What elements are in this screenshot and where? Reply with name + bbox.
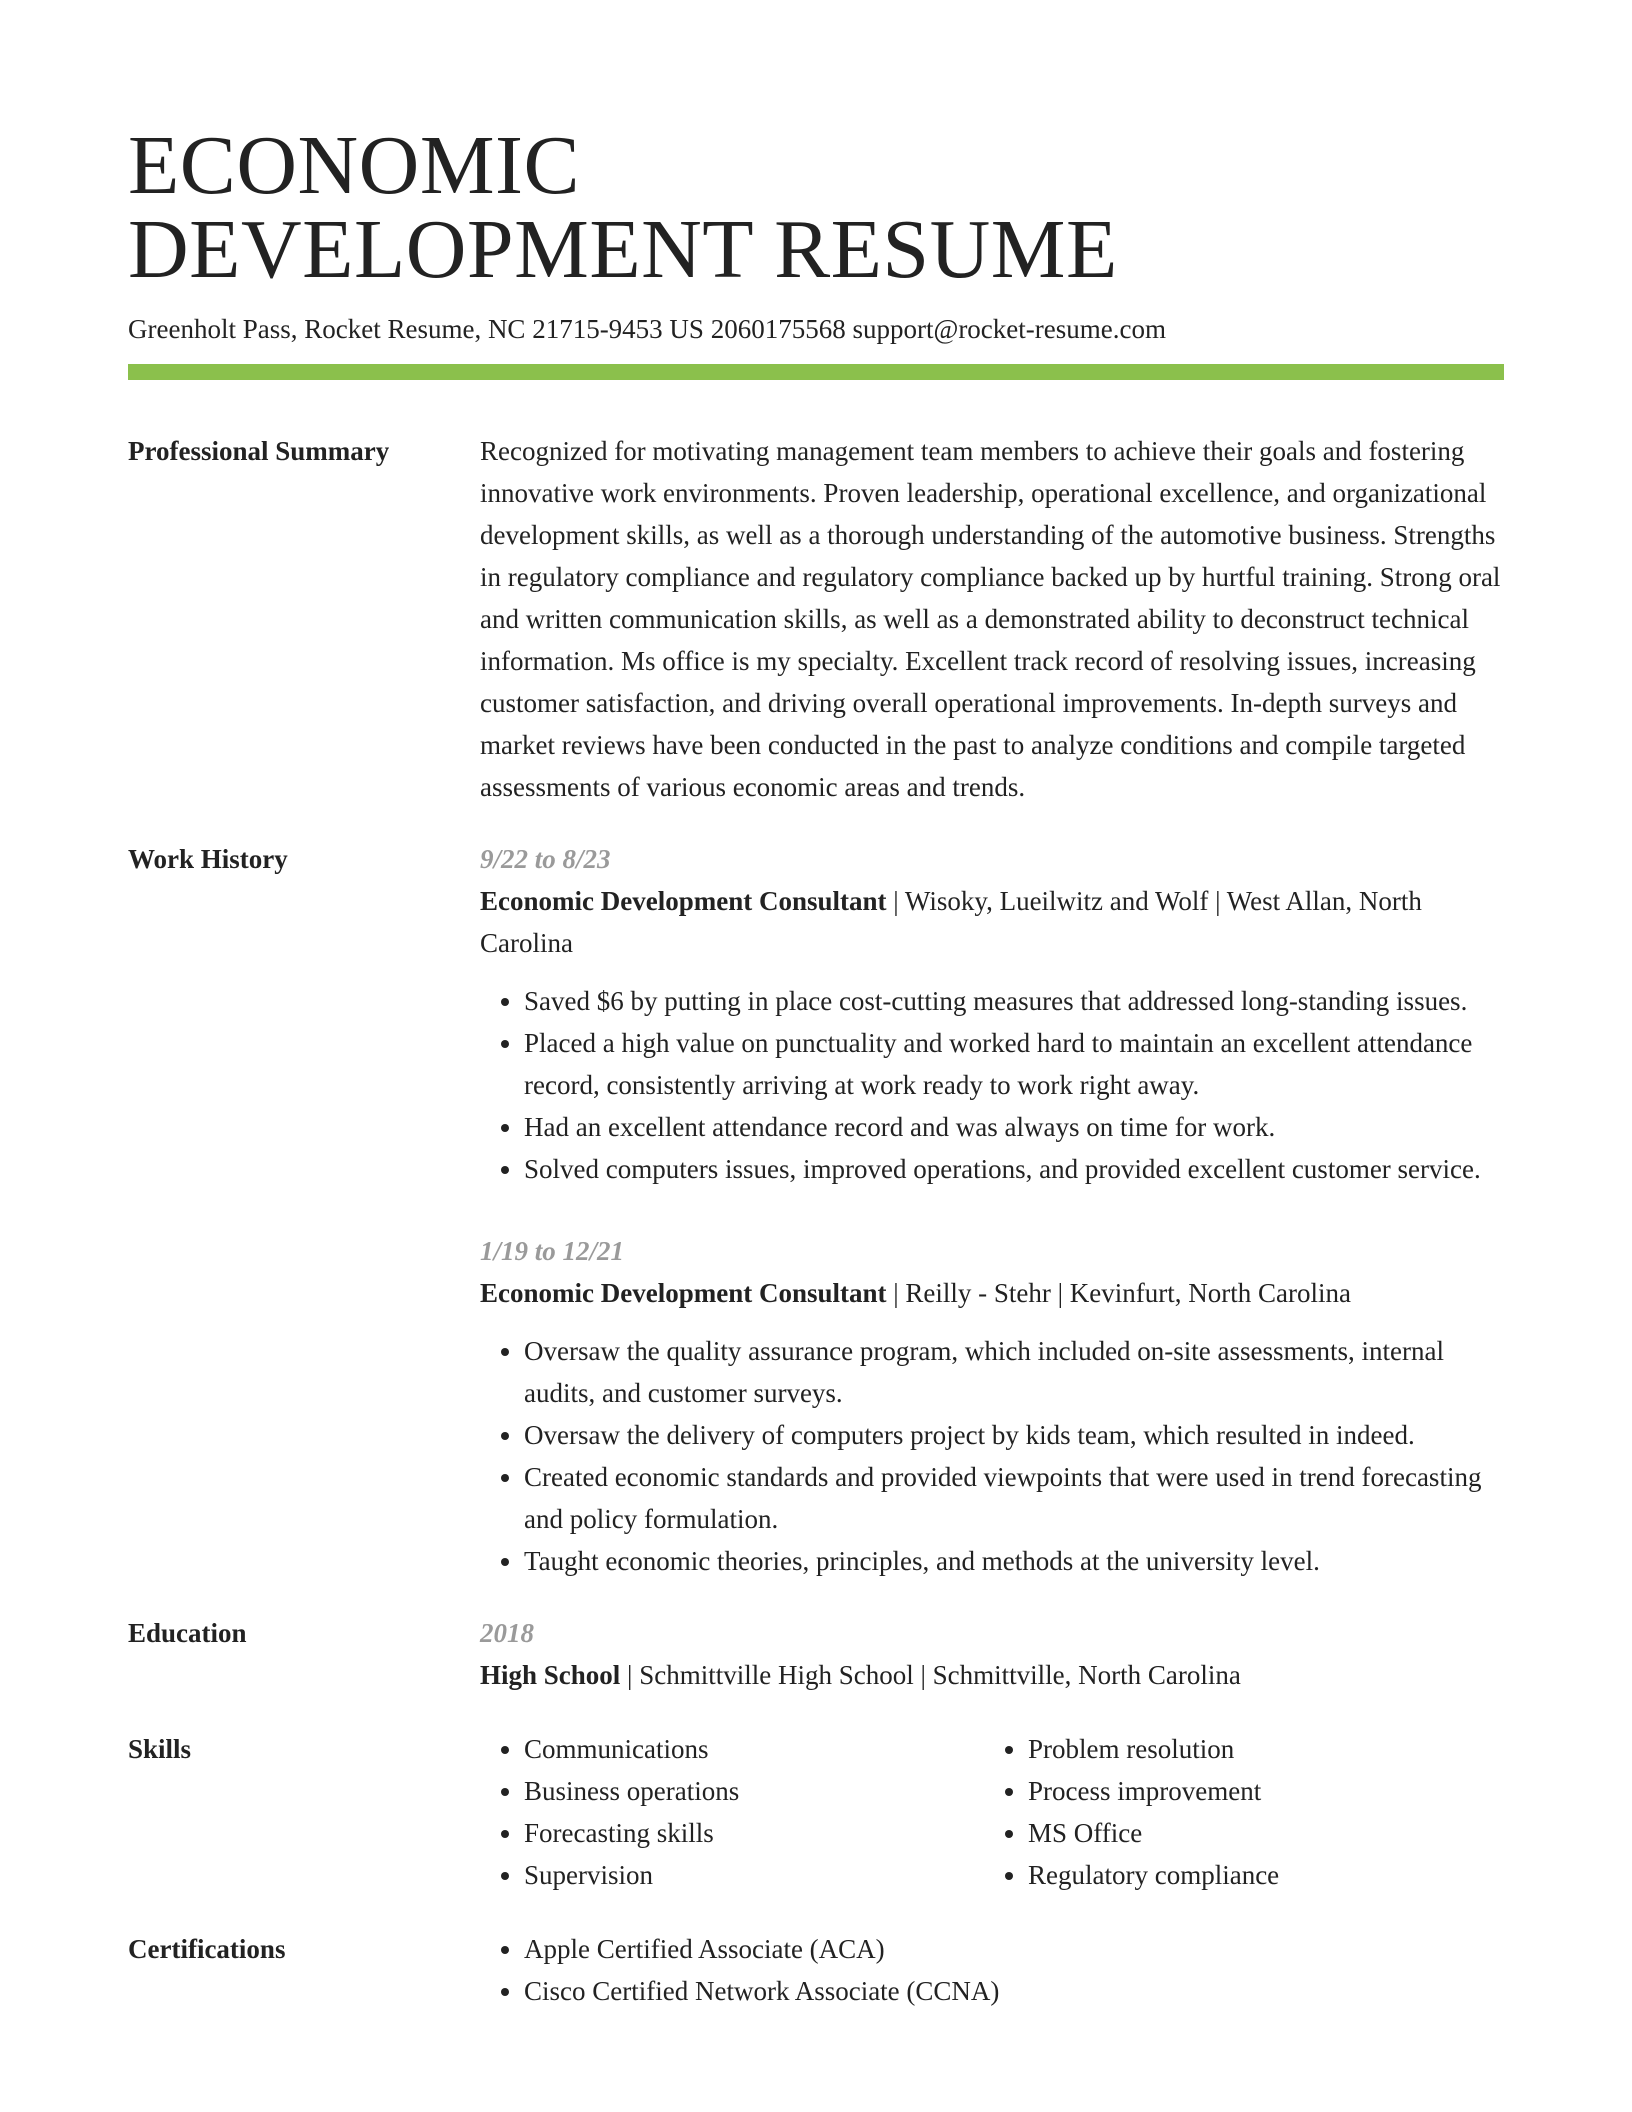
job-title: Economic Development Consultant — [480, 1278, 887, 1308]
work-history-body — [480, 838, 1504, 1582]
job-bullets — [480, 1330, 1504, 1582]
job-bullet: • Placed a high value on punctuality and worked hard to maintain an excellent attendance record, consistently arriving at work ready to work right away. — [524, 1022, 1504, 1106]
job-heading — [480, 1272, 1504, 1314]
skill-item: • Forecasting skills — [524, 1812, 984, 1854]
certification-item: • Cisco Certified Network Associate (CCNA) — [524, 1970, 1504, 2012]
resume-title — [128, 0, 1504, 296]
job-title: Economic Development Consultant — [480, 886, 887, 916]
skill-item: • Problem resolution — [1028, 1728, 1488, 1770]
certifications-body — [480, 1928, 1504, 2012]
skills-body — [480, 1728, 1504, 1896]
contact-info: Greenholt Pass, Rocket Resume, NC 21715-9453 US 2060175568 support@rocket-resume.com — [128, 314, 1166, 344]
job-bullet: • Taught economic theories, principles, and methods at the university level. — [524, 1540, 1504, 1582]
professional-summary-section — [128, 430, 1504, 808]
skill-item: • Process improvement — [1028, 1770, 1488, 1812]
education-heading — [480, 1654, 1504, 1696]
summary-text: Recognized for motivating management team members to achieve their goals and fostering innovative work environments. Proven leadership, operational excellence, and organizational development skills, as well as a thorough understanding of the automotive business. Strengths in regulatory compliance and regulatory compliance backed up by hurtful training. Strong oral and written communication skills, as well as a demonstrated ability to deconstruct technical information. Ms office is my specialty. Excellent track record of resolving issues, increasing customer satisfaction, and driving overall operational improvements. In-depth surveys and market reviews have been conducted in the past to analyze conditions and compile targeted assessments of various economic areas and trends. — [480, 436, 1501, 802]
education-details: | Schmittville High School | Schmittville, North Carolina — [620, 1660, 1241, 1690]
education-body — [480, 1612, 1504, 1696]
job-entry — [480, 838, 1504, 1190]
skills-column-right — [984, 1728, 1488, 1896]
job-bullets — [480, 980, 1504, 1190]
skill-item: • Business operations — [524, 1770, 984, 1812]
job-bullet: • Had an excellent attendance record and was always on time for work. — [524, 1106, 1504, 1148]
work-history-section — [128, 838, 1504, 1582]
section-label-work: Work History — [128, 844, 288, 874]
education-year: 2018 — [480, 1618, 534, 1648]
job-bullet: • Oversaw the quality assurance program, which included on-site assessments, internal audits, and customer surveys. — [524, 1330, 1504, 1414]
job-bullet: • Oversaw the delivery of computers project by kids team, which resulted in indeed. — [524, 1414, 1504, 1456]
section-label-certifications: Certifications — [128, 1934, 286, 1964]
resume-page — [128, 0, 1504, 2012]
job-bullet: • Created economic standards and provided viewpoints that were used in trend forecasting and policy formulation. — [524, 1456, 1504, 1540]
job-bullet: • Solved computers issues, improved operations, and provided excellent customer service. — [524, 1148, 1504, 1190]
section-label-skills: Skills — [128, 1734, 192, 1764]
job-details: | Wisoky, Lueilwitz and Wolf | West Allan, North Carolina — [480, 886, 1422, 958]
job-heading — [480, 880, 1504, 964]
section-label-education: Education — [128, 1618, 247, 1648]
skill-item: • Regulatory compliance — [1028, 1854, 1488, 1896]
skill-item: • Supervision — [524, 1854, 984, 1896]
job-details: | Reilly - Stehr | Kevinfurt, North Carolina — [886, 1278, 1351, 1308]
certifications-section — [128, 1928, 1504, 2012]
title-line-2: DEVELOPMENT RESUME — [128, 203, 1118, 296]
certifications-list — [480, 1928, 1504, 2012]
skills-column-left — [480, 1728, 984, 1896]
skill-item: • MS Office — [1028, 1812, 1488, 1854]
certification-item: • Apple Certified Associate (ACA) — [524, 1928, 1504, 1970]
job-dates: 9/22 to 8/23 — [480, 844, 611, 874]
education-section — [128, 1612, 1504, 1696]
title-line-1: ECONOMIC — [128, 119, 581, 212]
accent-divider — [128, 364, 1504, 380]
section-label-summary: Professional Summary — [128, 436, 390, 466]
skill-item: • Communications — [524, 1728, 984, 1770]
job-bullet: • Saved $6 by putting in place cost-cutting measures that addressed long-standing issues. — [524, 980, 1504, 1022]
job-dates: 1/19 to 12/21 — [480, 1236, 625, 1266]
job-entry — [480, 1230, 1504, 1582]
education-degree: High School — [480, 1660, 621, 1690]
skills-section — [128, 1728, 1504, 1896]
